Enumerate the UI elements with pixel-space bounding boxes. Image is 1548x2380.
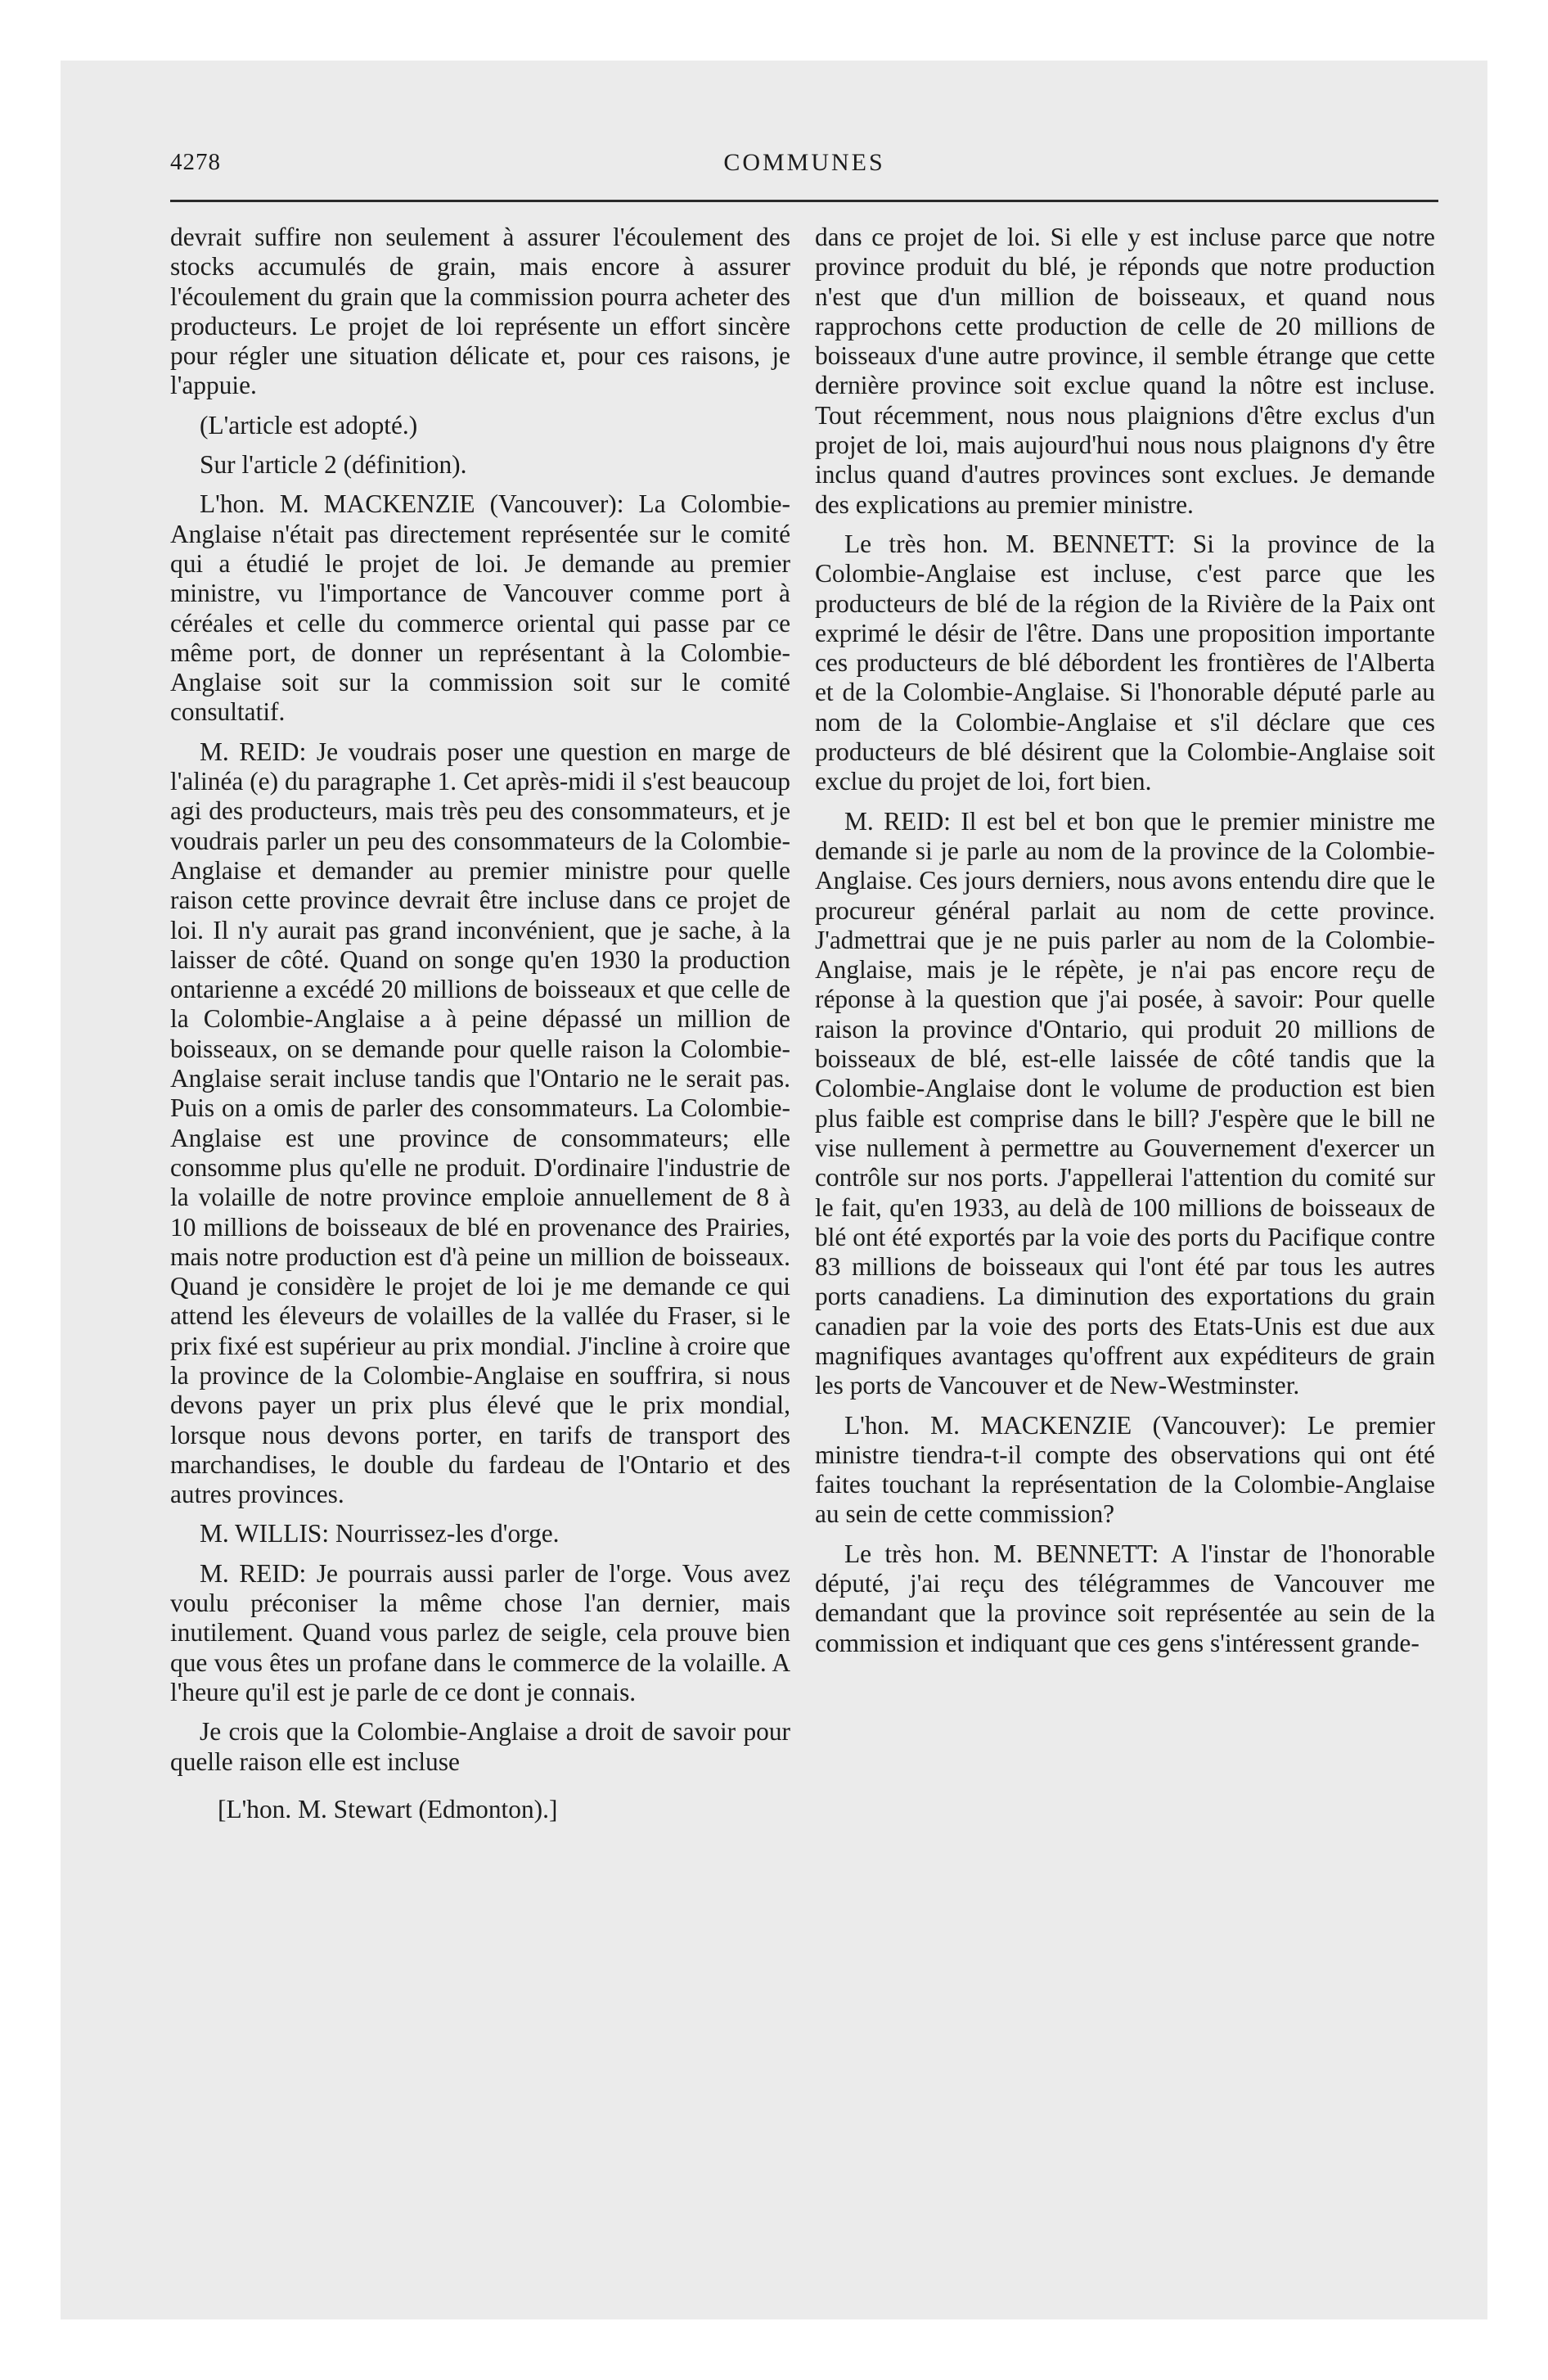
paragraph: M. REID: Il est bel et bon que le premier ministre me demande si je parle au nom de la province de la Colombie-Anglaise. Ces jours derniers, nous avons entendu dire que le procureur général parlait au nom de cette province. J'admettrai que je ne puis parler au nom de la Colombie-Anglaise, mais je le répète, je n'ai pas encore reçu de réponse à la question que j'ai posée, à savoir: Pour quelle raison la province d'Ontario, qui produit 20 millions de boisseaux de blé, est-elle laissée de côté tandis que la Colombie-Anglaise dont le volume de production est bien plus faible est comprise dans le bill? J'espère que le bill ne vise nullement à permettre au Gouvernement d'exercer un contrôle sur nos ports. J'appellerai l'attention du comité sur le fait, qu'en 1933, au delà de 100 millions de boisseaux de blé ont été exportés par la voie des ports du Pacifique contre 83 millions de boisseaux qui l'ont été par tous les autres ports canadiens. La diminution des exportations du grain canadien par la voie des ports des Etats-Unis est due aux magnifiques avantages qu'offrent aux expéditeurs de grain les ports de Vancouver et de New-Westminster. (815, 806, 1435, 1400)
paragraph: dans ce projet de loi. Si elle y est incluse parce que notre province produit du blé, je réponds que notre production n'est que d'un million de boisseaux, et quand nous rapprochons cette production de celle de 20 millions de boisseaux d'une autre province, il semble étrange que cette dernière province soit exclue quand la nôtre est incluse. Tout récemment, nous nous plaignions d'être exclus d'un projet de loi, mais aujourd'hui nous nous plaignons d'y être inclus quand d'autres provinces sont exclues. Je demande des explications au premier ministre. (815, 223, 1435, 519)
right-column (815, 223, 1435, 1668)
header-rule (170, 200, 1438, 202)
paragraph: (L'article est adopté.) (200, 410, 418, 439)
paragraph: L'hon. M. MACKENZIE (Vancouver): Le premier ministre tiendra-t-il compte des observations qui ont été faites touchant la représentation de la Colombie-Anglaise au sein de cette commission? (815, 1410, 1435, 1529)
paragraph: L'hon. M. MACKENZIE (Vancouver): La Colombie-Anglaise n'était pas directement représentée sur le comité qui a étudié le projet de loi. Je demande au premier ministre, vu l'importance de Vancouver comme port à céréales et celle du commerce oriental qui passe par ce même port, de donner un représentant à la Colombie-Anglaise soit sur la commission soit sur le comité consultatif. (170, 489, 790, 727)
paragraph: Le très hon. M. BENNETT: Si la province de la Colombie-Anglaise est incluse, c'est parce que les producteurs de blé de la région de la Rivière de la Paix ont exprimé le désir de l'être. Dans une proposition importante ces producteurs de blé débordent les frontières de l'Alberta et de la Colombie-Anglaise. Si l'honorable député parle au nom de la Colombie-Anglaise et s'il déclare que ces producteurs de blé désirent que la Colombie-Anglaise soit exclue du projet de loi, fort bien. (815, 529, 1435, 796)
paragraph: M. WILLIS: Nourrissez-les d'orge. (200, 1519, 560, 1548)
paragraph: Je crois que la Colombie-Anglaise a droit de savoir pour quelle raison elle est incluse (170, 1717, 790, 1776)
page-number: 4278 (170, 149, 221, 175)
paragraph: M. REID: Je voudrais poser une question en marge de l'alinéa (e) du paragraphe 1. Cet après-midi il s'est beaucoup agi des producteurs, mais très peu des consommateurs, et je voudrais parler un peu des consommateurs de la Colombie-Anglaise et demander au premier ministre pour quelle raison cette province devrait être incluse dans ce projet de loi. Il n'y aurait pas grand inconvénient, que je sache, à la laisser de côté. Quand on songe qu'en 1930 la production ontarienne a excédé 20 millions de boisseaux et que celle de la Colombie-Anglaise a à peine dépassé un million de boisseaux, on se demande pour quelle raison la Colombie-Anglaise serait incluse tandis que l'Ontario ne le serait pas. Puis on a omis de parler des consommateurs. La Colombie-Anglaise est une province de consommateurs; elle consomme plus qu'elle ne produit. D'ordinaire l'industrie de la volaille de notre province emploie annuellement de 8 à 10 millions de boisseaux de blé en provenance des Prairies, mais notre production est d'à peine un million de boisseaux. Quand je considère le projet de loi je me demande ce qui attend les éleveurs de volailles de la vallée du Fraser, si le prix fixé est supérieur au prix mondial. J'incline à croire que la province de la Colombie-Anglaise en souffrira, si nous devons payer un prix plus élevé que le prix mondial, lorsque nous devons porter, en tarifs de transport des marchandises, le double du fardeau de l'Ontario et des autres provinces. (170, 737, 790, 1509)
page-header (170, 149, 1438, 182)
paragraph: devrait suffire non seulement à assurer l'écoulement des stocks accumulés de grain, mais encore à assurer l'écoulement du grain que la commission pourra acheter des producteurs. Le projet de loi représente un effort sincère pour régler une situation délicate et, pour ces raisons, je l'appuie. (170, 223, 790, 400)
paragraph: Sur l'article 2 (définition). (200, 450, 467, 480)
running-title: COMMUNES (723, 149, 885, 176)
left-column (170, 223, 790, 1834)
paragraph: M. REID: Je pourrais aussi parler de l'orge. Vous avez voulu préconiser la même chose l'an dernier, mais inutilement. Quand vous parlez de seigle, cela prouve bien que vous êtes un profane dans le commerce de la volaille. A l'heure qu'il est je parle de ce dont je connais. (170, 1558, 790, 1706)
speaker-footer: [L'hon. M. Stewart (Edmonton).] (218, 1794, 558, 1823)
paragraph: Le très hon. M. BENNETT: A l'instar de l'honorable député, j'ai reçu des télégrammes de Vancouver me demandant que la province soit représentée au sein de la commission et indiquant que ces gens s'intéressent grande- (815, 1539, 1435, 1657)
